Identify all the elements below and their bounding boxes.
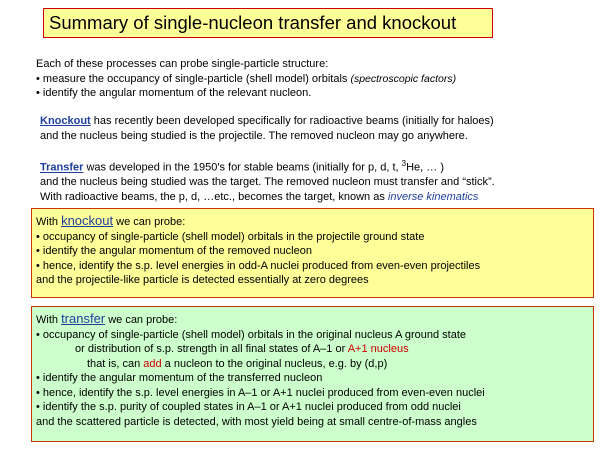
transfer-paragraph xyxy=(40,157,495,204)
transfer-box-conclusion: and the scattered particle is detected, with most yield being at small centre-of-mass angles xyxy=(36,415,477,428)
knockout-line-1-text: has recently been developed specifically for radioactive beams (initially for haloes) xyxy=(90,115,494,127)
knockout-box-item: • hence, identify the s.p. level energies in odd-A nuclei produced from even-even projectiles xyxy=(36,259,481,272)
transfer-line-2: and the nucleus being studied was the target. The removed nucleon must transfer and “stick”. xyxy=(40,176,495,189)
intro-block xyxy=(36,57,456,101)
knockout-keyword: Knockout xyxy=(40,115,91,127)
transfer-keyword: Transfer xyxy=(40,161,84,174)
inverse-kinematics-term: inverse kinematics xyxy=(387,190,479,203)
knockout-box-intro-pre: With xyxy=(36,216,62,228)
knockout-box-conclusion: and the projectile-like particle is detected essentially at zero degrees xyxy=(36,274,369,286)
intro-line-2 xyxy=(36,72,456,87)
transfer-line-3 xyxy=(40,190,495,205)
transfer-line-1-end: He, … ) xyxy=(406,161,444,174)
transfer-box-keyword: transfer xyxy=(61,311,106,326)
knockout-paragraph xyxy=(40,114,494,143)
slide-title: Summary of single-nucleon transfer and knockout xyxy=(43,8,493,38)
transfer-box-item: • identify the s.p. purity of coupled states in A–1 or A+1 nuclei produced from odd nuclei xyxy=(36,401,461,413)
transfer-line-1-text: was developed in the 1950's for stable beams (initially for p, d, t, xyxy=(83,161,402,174)
knockout-box-keyword: knockout xyxy=(61,213,114,228)
transfer-box-item: • hence, identify the s.p. level energies in A–1 or A+1 nuclei produced from even-even nuclei xyxy=(36,386,485,399)
transfer-box-subitem xyxy=(36,342,593,357)
add-highlight: add xyxy=(143,357,162,370)
a-plus-one-nucleus-highlight: A+1 nucleus xyxy=(347,343,409,355)
intro-line-2-text: • measure the occupancy of single-particle (shell model) orbitals xyxy=(36,72,351,85)
intro-line-3: • identify the angular momentum of the relevant nucleon. xyxy=(36,87,312,99)
spectroscopic-factors-note: (spectroscopic factors) xyxy=(350,72,457,85)
transfer-box-intro-pre: With xyxy=(36,314,62,326)
transfer-box-item: • identify the angular momentum of the transferred nucleon xyxy=(36,372,323,384)
transfer-box-intro xyxy=(36,312,593,328)
knockout-line-1 xyxy=(40,114,494,129)
knockout-box-intro xyxy=(36,214,593,230)
knockout-box-item: • identify the angular momentum of the removed nucleon xyxy=(36,245,312,257)
knockout-box xyxy=(31,208,594,298)
transfer-line-3-text: With radioactive beams, the p, d, …etc., becomes the target, known as xyxy=(40,190,388,203)
knockout-box-intro-post: we can probe: xyxy=(113,216,186,228)
transfer-box-intro-post: we can probe: xyxy=(105,314,178,326)
transfer-box xyxy=(31,306,594,442)
knockout-box-item: • occupancy of single-particle (shell model) orbitals in the projectile ground state xyxy=(36,230,425,243)
transfer-line-1 xyxy=(40,157,495,175)
intro-line-1: Each of these processes can probe single-particle structure: xyxy=(36,58,329,70)
transfer-box-subitem-post: a nucleon to the original nucleus, e.g. by (d,p) xyxy=(161,357,388,370)
transfer-box-subitem-pre: that is, can xyxy=(87,357,144,370)
helium-superscript: 3 xyxy=(401,159,407,168)
transfer-box-item: • occupancy of single-particle (shell model) orbitals in the original nucleus A ground state xyxy=(36,328,467,341)
knockout-line-2: and the nucleus being studied is the projectile. The removed nucleon may go anywhere. xyxy=(40,129,468,142)
transfer-box-subitem xyxy=(36,357,593,372)
transfer-box-subitem-text: or distribution of s.p. strength in all final states of A–1 or xyxy=(75,343,348,355)
